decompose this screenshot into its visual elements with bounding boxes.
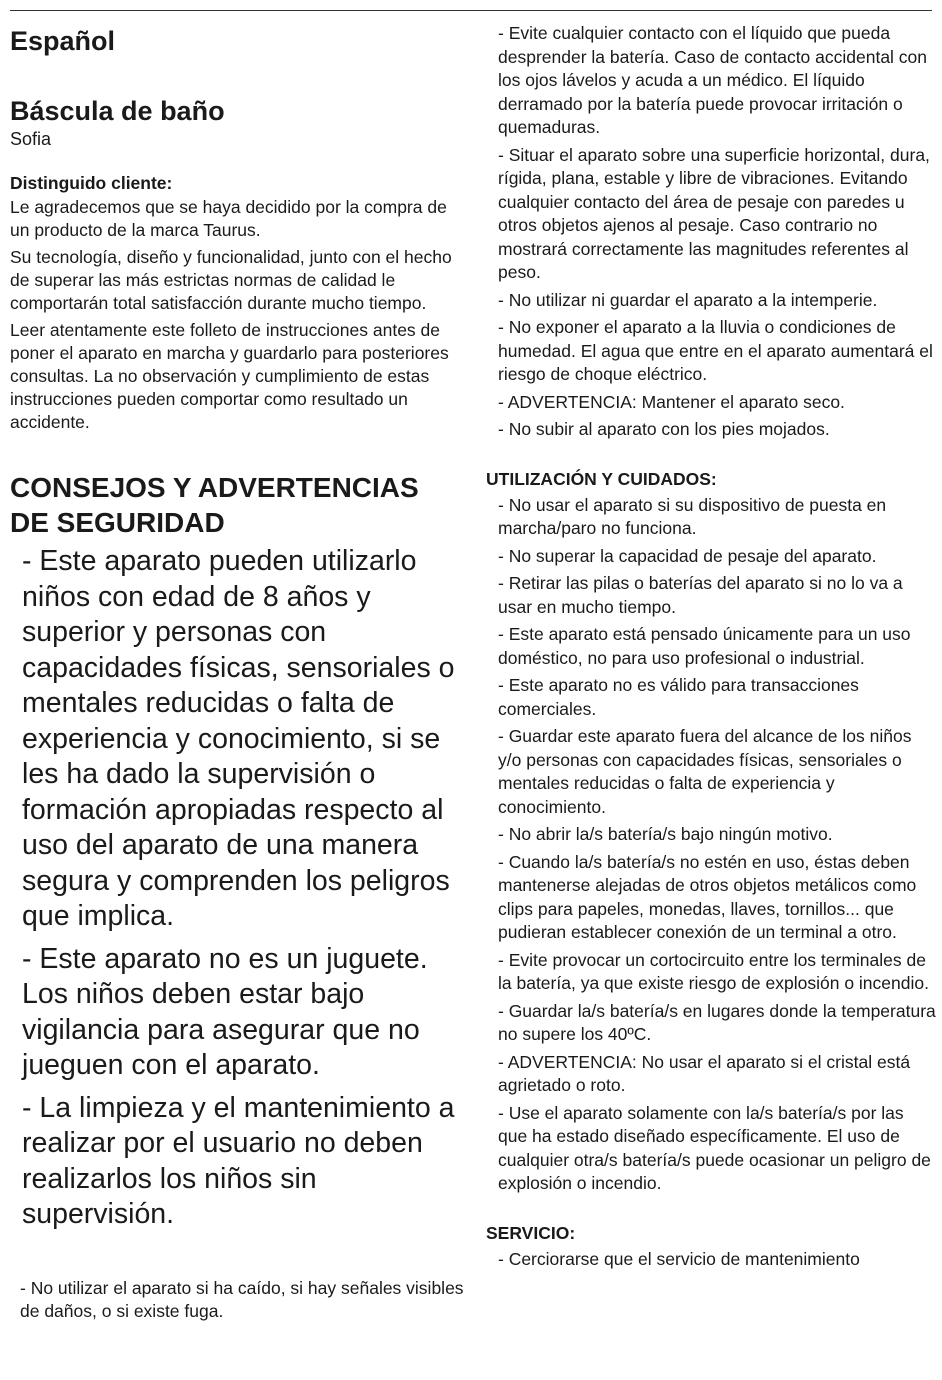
top-rule: [10, 10, 932, 11]
intro-paragraph: Su tecnología, diseño y funcionalidad, junto con el hecho de superar las más estrictas normas de calidad le comportarán total satisfacción durante mucho tiempo.: [10, 247, 452, 313]
service-list: [486, 1248, 936, 1272]
safety-item: - Evite cualquier contacto con el líquido que pueda desprender la batería. Caso de contacto accidental con los ojos lávelos y acuda a un médico. El líquido derramado por la batería puede provocar irritación o quemaduras.: [498, 23, 928, 137]
safety-small-list: [486, 22, 936, 442]
intro-paragraph: Le agradecemos que se haya decidido por la compra de un producto de la marca Taurus.: [10, 197, 447, 240]
use-care-item: - Este aparato no es válido para transacciones comerciales.: [498, 675, 859, 719]
safety-large-item: - Este aparato no es un juguete. Los niños deben estar bajo vigilancia para asegurar que no jueguen con el aparato.: [22, 942, 428, 1081]
use-care-item: - Retirar las pilas o baterías del aparato si no lo va a usar en mucho tiempo.: [498, 573, 903, 617]
service-item: - Cerciorarse que el servicio de mantenimiento: [498, 1248, 860, 1269]
product-title: Báscula de baño: [10, 96, 225, 126]
model-name: Sofia: [10, 129, 52, 149]
use-care-item: - No superar la capacidad de pesaje del aparato.: [498, 545, 877, 566]
use-care-item: - No abrir la/s batería/s bajo ningún motivo.: [498, 824, 833, 844]
use-care-item: - Guardar la/s batería/s en lugares donde la temperatura no supere los 40ºC.: [498, 1000, 936, 1044]
use-care-list: [486, 494, 936, 1196]
safety-large-item: - La limpieza y el mantenimiento a realizar por el usuario no deben realizarlos los niños sin supervisión.: [22, 1091, 455, 1230]
use-care-item: - ADVERTENCIA: No usar el aparato si el cristal está agrietado o roto.: [498, 1051, 911, 1095]
use-care-heading: UTILIZACIÓN Y CUIDADOS:: [486, 468, 717, 489]
use-care-item: - Cuando la/s batería/s no estén en uso, éstas deben mantenerse alejadas de otros objetos metálicos como clips para papeles, monedas, llaves, tornillos... que pudieran establecer conexión de un terminal a otro.: [498, 851, 917, 942]
right-column: [486, 22, 936, 1275]
safety-large-item: - Este aparato pueden utilizarlo niños con edad de 8 años y superior y personas con capacidades físicas, sensoriales o mentales reducidas o falta de experiencia y conocimiento, si se les ha dado la supervisión o formación apropiadas respecto al uso del aparato de una manera segura y comprenden los peligros que implica.: [22, 545, 455, 932]
safety-item: - No subir al aparato con los pies mojados.: [498, 419, 830, 439]
left-column: [10, 24, 465, 1324]
intro-text: [10, 196, 465, 434]
safety-heading: CONSEJOS Y ADVERTENCIAS DE SEGURIDAD: [10, 472, 419, 538]
safety-item: - Situar el aparato sobre una superficie horizontal, dura, rígida, plana, estable y libre de vibraciones. Evitando cualquier contacto del área de pesaje con paredes u otros objetos ajenos al pesaje. Caso contrario no mostrará correctamente las magnitudes referentes al peso.: [498, 144, 930, 282]
greeting: Distinguido cliente:: [10, 173, 173, 193]
language-heading: Español: [10, 26, 116, 56]
use-care-item: - Este aparato está pensado únicamente para un uso doméstico, no para uso profesional o industrial.: [498, 624, 911, 668]
service-heading: SERVICIO:: [486, 1222, 576, 1243]
safety-item: - No utilizar ni guardar el aparato a la intemperie.: [498, 289, 878, 310]
use-care-item: - Use el aparato solamente con la/s batería/s por las que ha estado diseñado específicamente. El uso de cualquier otra/s batería/s puede ocasionar un peligro de explosión o incendio.: [498, 1102, 931, 1193]
safety-item: - ADVERTENCIA: Mantener el aparato seco.: [498, 391, 845, 412]
use-care-item: - Guardar este aparato fuera del alcance de los niños y/o personas con capacidades físicas, sensoriales o mentales reducidas o falta de experiencia y conocimiento.: [498, 726, 912, 817]
intro-paragraph: Leer atentamente este folleto de instrucciones antes de poner el aparato en marcha y guardarlo para posteriores consultas. La no observación y cumplimiento de estas instrucciones pueden comportar como resultado un accidente.: [10, 320, 449, 432]
use-care-item: - No usar el aparato si su dispositivo de puesta en marcha/paro no funciona.: [498, 494, 887, 538]
use-care-item: - Evite provocar un cortocircuito entre los terminales de la batería, ya que existe riesgo de explosión o incendio.: [498, 949, 929, 993]
safety-item: - No utilizar el aparato si ha caído, si hay señales visibles de daños, o si existe fuga.: [20, 1277, 464, 1321]
safety-item: - No exponer el aparato a la lluvia o condiciones de humedad. El agua que entre en el aparato aumentará el riesgo de choque eléctrico.: [498, 317, 933, 384]
safety-large-list: [10, 544, 465, 1233]
